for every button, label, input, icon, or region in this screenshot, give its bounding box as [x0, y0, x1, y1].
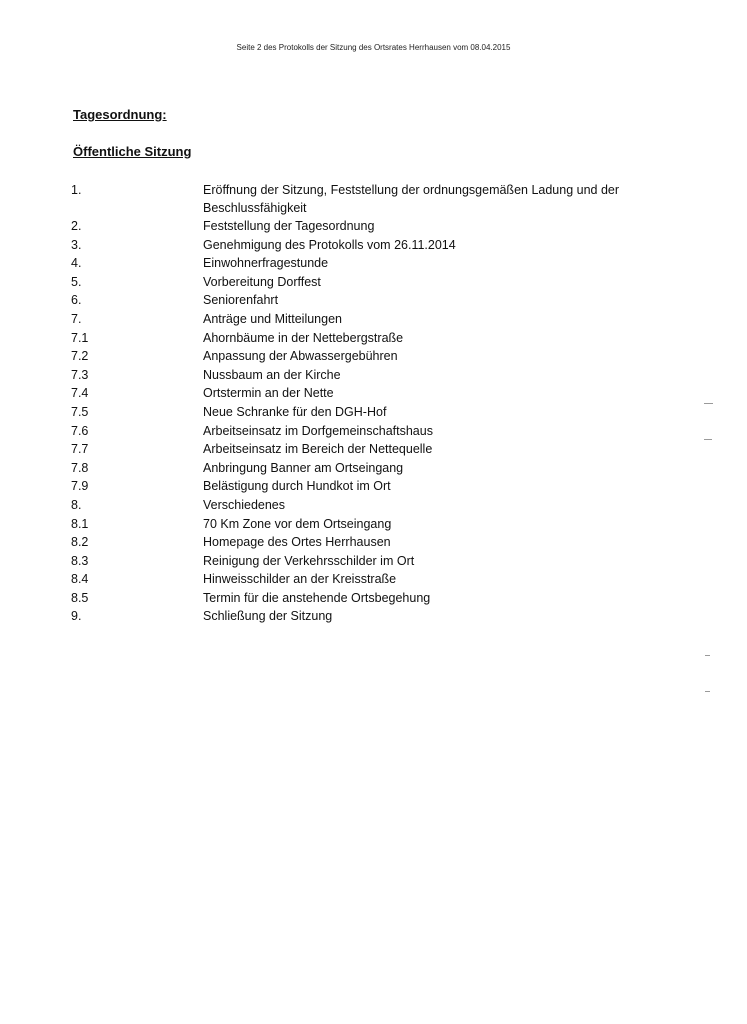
page-header: Seite 2 des Protokolls der Sitzung des Ortsrates Herrhausen vom 08.04.2015	[236, 43, 511, 52]
scan-mark	[705, 655, 710, 656]
agenda-item-number: 8.1	[71, 516, 89, 531]
agenda-item	[0, 347, 747, 366]
agenda-item-number: 6.	[71, 293, 82, 308]
agenda-item-number: 4.	[71, 256, 82, 271]
agenda-item-title: Seniorenfahrt	[203, 293, 279, 308]
agenda-item-title: Einwohnerfragestunde	[203, 256, 329, 271]
agenda-item-number: 2.	[71, 219, 82, 233]
agenda-item	[0, 329, 747, 348]
agenda-item	[0, 366, 747, 385]
agenda-item-number: 8.3	[71, 553, 89, 568]
agenda-item-number: 7.	[71, 311, 82, 326]
agenda-item-number: 9.	[71, 609, 82, 624]
agenda-item-title: Hinweisschilder an der Kreisstraße	[203, 572, 397, 587]
agenda-item-number: 7.9	[71, 479, 89, 494]
agenda-item-number: 8.5	[71, 590, 89, 605]
agenda-item-title: Anbringung Banner am Ortseingang	[203, 460, 404, 475]
agenda-heading: Tagesordnung:	[73, 107, 167, 122]
agenda-item-title: Verschiedenes	[203, 497, 286, 512]
agenda-item	[0, 310, 747, 329]
scan-mark	[705, 691, 710, 692]
agenda-item-number: 7.2	[71, 349, 89, 364]
agenda-item	[0, 217, 747, 236]
agenda-list	[0, 181, 747, 626]
agenda-item-number: 7.6	[71, 423, 89, 438]
agenda-item-number: 7.5	[71, 404, 89, 419]
agenda-item-title: Neue Schranke für den DGH-Hof	[203, 404, 387, 419]
agenda-item-title: Vorbereitung Dorffest	[203, 274, 321, 289]
agenda-item-number: 7.8	[71, 460, 89, 475]
agenda-item	[0, 589, 747, 608]
public-session-heading: Öffentliche Sitzung	[73, 144, 192, 159]
agenda-item-title: Eröffnung der Sitzung, Feststellung der ordnungsgemäßen Ladung und der Beschlussfähigkeit	[203, 183, 620, 215]
agenda-item-title: Termin für die anstehende Ortsbegehung	[203, 590, 431, 605]
agenda-item	[0, 440, 747, 459]
agenda-item	[0, 291, 747, 310]
agenda-item-number: 1.	[71, 183, 82, 197]
agenda-item-number: 7.3	[71, 367, 89, 382]
agenda-item	[0, 181, 747, 217]
agenda-item	[0, 384, 747, 403]
agenda-item-number: 5.	[71, 274, 82, 289]
agenda-item	[0, 254, 747, 273]
agenda-item-title: Belästigung durch Hundkot im Ort	[203, 479, 391, 494]
agenda-item-title: Nussbaum an der Kirche	[203, 367, 341, 382]
agenda-item	[0, 422, 747, 441]
agenda-item-title: Schließung der Sitzung	[203, 609, 333, 624]
agenda-item-title: Anpassung der Abwassergebühren	[203, 349, 398, 364]
agenda-item-title: Arbeitseinsatz im Dorfgemeinschaftshaus	[203, 423, 433, 438]
agenda-item	[0, 273, 747, 292]
agenda-item-number: 8.4	[71, 572, 89, 587]
agenda-item-title: Anträge und Mitteilungen	[203, 311, 342, 326]
agenda-item	[0, 515, 747, 534]
agenda-item-title: Reinigung der Verkehrsschilder im Ort	[203, 553, 415, 568]
agenda-item-number: 7.1	[71, 330, 89, 345]
agenda-item	[0, 570, 747, 589]
agenda-item-title: Genehmigung des Protokolls vom 26.11.2014	[203, 237, 456, 252]
agenda-item	[0, 403, 747, 422]
scan-mark	[704, 439, 712, 440]
agenda-item-number: 7.4	[71, 386, 89, 401]
agenda-item	[0, 552, 747, 571]
agenda-item-number: 3.	[71, 237, 82, 252]
scan-mark	[704, 403, 713, 404]
agenda-item	[0, 236, 747, 255]
agenda-item-title: Ahornbäume in der Nettebergstraße	[203, 330, 404, 345]
agenda-item	[0, 533, 747, 552]
agenda-item	[0, 607, 747, 626]
agenda-item-title: Ortstermin an der Nette	[203, 386, 334, 401]
agenda-item-number: 8.2	[71, 535, 89, 550]
agenda-item-title: 70 Km Zone vor dem Ortseingang	[203, 516, 392, 531]
agenda-item	[0, 459, 747, 478]
agenda-item	[0, 496, 747, 515]
agenda-item-title: Arbeitseinsatz im Bereich der Nettequelle	[203, 442, 433, 457]
agenda-item	[0, 477, 747, 496]
agenda-item-title: Feststellung der Tagesordnung	[203, 219, 375, 233]
agenda-item-title: Homepage des Ortes Herrhausen	[203, 535, 391, 550]
agenda-item-number: 8.	[71, 497, 82, 512]
agenda-item-number: 7.7	[71, 442, 89, 457]
